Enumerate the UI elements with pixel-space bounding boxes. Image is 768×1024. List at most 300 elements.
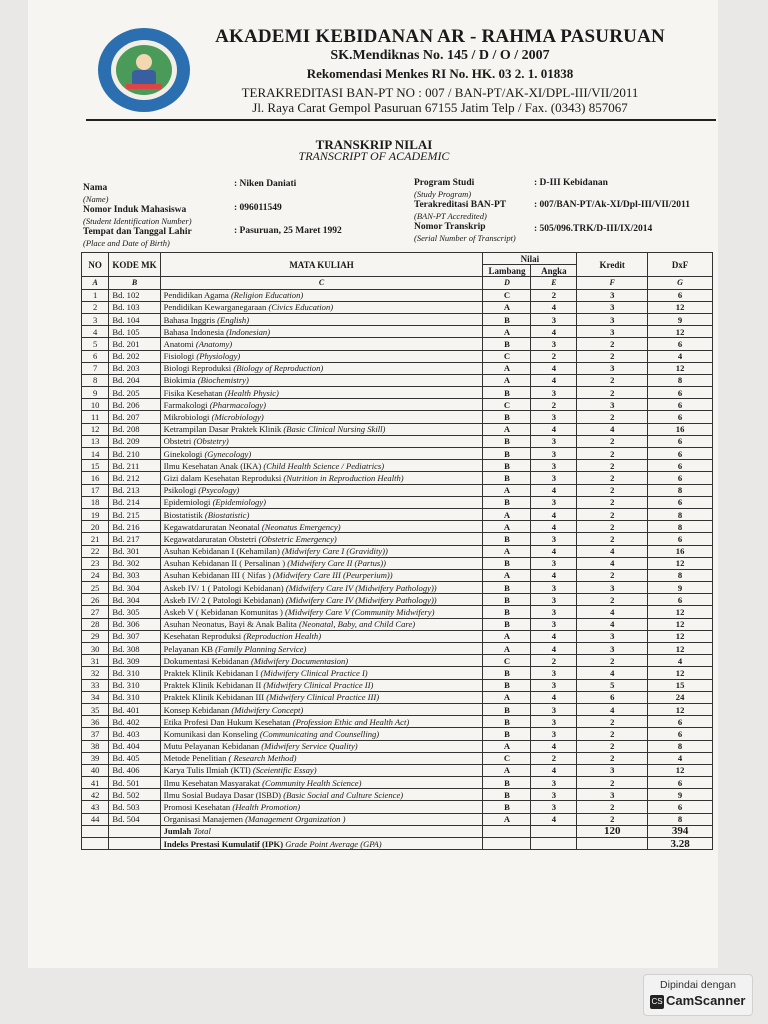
row-kode: Bd. 214 bbox=[109, 496, 160, 508]
row-mata-kuliah bbox=[160, 362, 483, 374]
course-name: Kegawatdaruratan Neonatal bbox=[163, 521, 260, 532]
row-dxf: 16 bbox=[648, 545, 713, 557]
row-mata-kuliah bbox=[160, 655, 483, 667]
row-angka: 3 bbox=[531, 448, 577, 460]
course-name: Biokimia bbox=[163, 375, 196, 386]
table-row bbox=[82, 764, 713, 776]
row-kode: Bd. 503 bbox=[109, 801, 160, 813]
row-lambang: B bbox=[483, 789, 531, 801]
course-name-en: (Basic Social and Culture Science) bbox=[283, 789, 404, 800]
row-kredit: 2 bbox=[577, 594, 648, 606]
row-dxf: 6 bbox=[648, 387, 713, 399]
course-name: Etika Profesi Dan Hukum Kesehatan bbox=[163, 716, 291, 727]
course-name-en: (Child Health Science / Pediatrics) bbox=[263, 460, 385, 471]
row-kredit: 2 bbox=[577, 813, 648, 825]
col-no: NO bbox=[82, 253, 109, 277]
institution-name: AKADEMI KEBIDANAN AR - RAHMA PASURUAN bbox=[215, 26, 665, 47]
col-lambang: Lambang bbox=[483, 265, 531, 277]
header-rule bbox=[86, 119, 716, 121]
row-mata-kuliah bbox=[160, 777, 483, 789]
nim-label: Nomor Induk Mahasiswa bbox=[83, 205, 187, 215]
row-lambang: A bbox=[483, 813, 531, 825]
row-mata-kuliah bbox=[160, 643, 483, 655]
row-kredit: 2 bbox=[577, 655, 648, 667]
row-kredit: 3 bbox=[577, 399, 648, 411]
row-dxf: 12 bbox=[648, 618, 713, 630]
course-name-en: (Nutrition in Reproduction Health) bbox=[283, 472, 404, 483]
row-angka: 3 bbox=[531, 472, 577, 484]
row-kode: Bd. 306 bbox=[109, 618, 160, 630]
row-kode: Bd. 104 bbox=[109, 313, 160, 325]
course-name: Ilmu Kesehatan Anak (IKA) bbox=[163, 460, 262, 471]
col-dxf: DxF bbox=[648, 253, 713, 277]
row-kode: Bd. 304 bbox=[109, 594, 160, 606]
prodi-label-en: (Study Program) bbox=[414, 189, 472, 199]
row-mata-kuliah bbox=[160, 813, 483, 825]
total-kredit: 120 bbox=[577, 825, 648, 837]
table-row bbox=[82, 655, 713, 667]
course-name: Anatomi bbox=[163, 338, 194, 349]
row-dxf: 12 bbox=[648, 362, 713, 374]
row-lambang: B bbox=[483, 703, 531, 715]
row-lambang: B bbox=[483, 472, 531, 484]
table-row bbox=[82, 679, 713, 691]
row-dxf: 6 bbox=[648, 594, 713, 606]
row-no: 5 bbox=[82, 338, 109, 350]
row-lambang: B bbox=[483, 387, 531, 399]
row-lambang: A bbox=[483, 569, 531, 581]
row-no: 21 bbox=[82, 533, 109, 545]
row-no: 35 bbox=[82, 703, 109, 715]
row-lambang: A bbox=[483, 362, 531, 374]
table-row bbox=[82, 399, 713, 411]
row-lambang: B bbox=[483, 606, 531, 618]
row-dxf: 6 bbox=[648, 411, 713, 423]
row-mata-kuliah bbox=[160, 594, 483, 606]
row-dxf: 6 bbox=[648, 533, 713, 545]
row-angka: 3 bbox=[531, 667, 577, 679]
row-angka: 3 bbox=[531, 801, 577, 813]
row-dxf: 12 bbox=[648, 606, 713, 618]
row-angka: 3 bbox=[531, 460, 577, 472]
row-kredit: 6 bbox=[577, 691, 648, 703]
course-name: Komunikasi dan Konseling bbox=[163, 728, 258, 739]
row-angka: 3 bbox=[531, 387, 577, 399]
row-kode: Bd. 213 bbox=[109, 484, 160, 496]
letter-d: D bbox=[483, 277, 531, 289]
course-name: Praktek Klinik Kebidanan III bbox=[163, 692, 265, 703]
row-kredit: 2 bbox=[577, 496, 648, 508]
table-row bbox=[82, 533, 713, 545]
table-row bbox=[82, 508, 713, 520]
row-no: 24 bbox=[82, 569, 109, 581]
row-angka: 4 bbox=[531, 508, 577, 520]
row-kredit: 4 bbox=[577, 606, 648, 618]
table-row bbox=[82, 545, 713, 557]
row-kredit: 2 bbox=[577, 350, 648, 362]
row-kode: Bd. 310 bbox=[109, 667, 160, 679]
row-kode: Bd. 102 bbox=[109, 289, 160, 301]
row-kode: Bd. 310 bbox=[109, 691, 160, 703]
row-dxf: 6 bbox=[648, 448, 713, 460]
table-row bbox=[82, 484, 713, 496]
row-kredit: 2 bbox=[577, 521, 648, 533]
table-row bbox=[82, 740, 713, 752]
row-angka: 4 bbox=[531, 691, 577, 703]
program-label-block bbox=[414, 178, 516, 244]
table-row bbox=[82, 630, 713, 642]
course-name: Karya Tulis Ilmiah (KTI) bbox=[163, 765, 251, 776]
camscanner-brand: CamScanner bbox=[666, 993, 746, 1008]
row-kredit: 3 bbox=[577, 289, 648, 301]
row-mata-kuliah bbox=[160, 326, 483, 338]
total-dxf: 394 bbox=[648, 825, 713, 837]
row-dxf: 4 bbox=[648, 752, 713, 764]
course-name-en: (Neonatus Emergency) bbox=[261, 521, 341, 532]
row-lambang: B bbox=[483, 728, 531, 740]
course-name-en: (Midwifery Concept) bbox=[231, 704, 304, 715]
ttl-label: Tempat dan Tanggal Lahir bbox=[83, 227, 192, 237]
row-no: 30 bbox=[82, 643, 109, 655]
row-lambang: B bbox=[483, 435, 531, 447]
row-kode: Bd. 208 bbox=[109, 423, 160, 435]
row-kredit: 3 bbox=[577, 582, 648, 594]
row-dxf: 6 bbox=[648, 435, 713, 447]
course-name: Asuhan Kebidanan I (Kehamilan) bbox=[163, 546, 280, 557]
row-no: 36 bbox=[82, 716, 109, 728]
row-kredit: 2 bbox=[577, 569, 648, 581]
table-row bbox=[82, 801, 713, 813]
course-name-en: (Biochemistry) bbox=[197, 375, 249, 386]
row-kredit: 2 bbox=[577, 801, 648, 813]
col-nilai: Nilai bbox=[483, 253, 577, 265]
row-no: 34 bbox=[82, 691, 109, 703]
row-mata-kuliah bbox=[160, 545, 483, 557]
col-kode: KODE MK bbox=[109, 253, 160, 277]
row-angka: 4 bbox=[531, 643, 577, 655]
course-name: Bahasa Indonesia bbox=[163, 326, 224, 337]
row-kode: Bd. 308 bbox=[109, 643, 160, 655]
course-name: Kegawatdaruratan Obstetri bbox=[163, 533, 257, 544]
row-kode: Bd. 215 bbox=[109, 508, 160, 520]
course-name-en: (Health Physic) bbox=[224, 387, 279, 398]
course-name: Pendidikan Agama bbox=[163, 290, 229, 301]
row-lambang: B bbox=[483, 667, 531, 679]
course-name-en: (Obstetry) bbox=[193, 436, 229, 447]
row-angka: 4 bbox=[531, 740, 577, 752]
row-mata-kuliah bbox=[160, 630, 483, 642]
akred-label: Terakreditasi BAN-PT bbox=[414, 200, 507, 210]
course-name: Ilmu Kesehatan Masyarakat bbox=[163, 777, 261, 788]
course-name: Promosi Kesehatan bbox=[163, 802, 231, 813]
row-angka: 3 bbox=[531, 777, 577, 789]
table-row bbox=[82, 423, 713, 435]
institution-logo bbox=[96, 26, 192, 114]
course-name: Asuhan Kebidanan III ( Nifas ) bbox=[163, 570, 271, 581]
row-dxf: 16 bbox=[648, 423, 713, 435]
grade-rows bbox=[82, 289, 713, 825]
course-name: Metode Penelitian bbox=[163, 753, 227, 764]
course-name: Gizi dalam Kesehatan Reproduksi bbox=[163, 472, 282, 483]
letterhead bbox=[0, 0, 768, 130]
row-kredit: 2 bbox=[577, 338, 648, 350]
row-kredit: 3 bbox=[577, 362, 648, 374]
nim-label-en: (Student Identification Number) bbox=[83, 216, 192, 226]
accreditation-line: TERAKREDITASI BAN-PT NO : 007 / BAN-PT/AK-XI/DPL-III/VII/2011 bbox=[241, 85, 639, 100]
row-no: 32 bbox=[82, 667, 109, 679]
table-row bbox=[82, 606, 713, 618]
row-no: 3 bbox=[82, 313, 109, 325]
akred-label-en: (BAN-PT Accredited) bbox=[414, 211, 487, 221]
table-row bbox=[82, 338, 713, 350]
row-kode: Bd. 402 bbox=[109, 716, 160, 728]
address-line: Jl. Raya Carat Gempol Pasuruan 67155 Jatim Telp / Fax. (0343) 857067 bbox=[252, 100, 628, 115]
row-dxf: 6 bbox=[648, 801, 713, 813]
row-dxf: 8 bbox=[648, 740, 713, 752]
row-kredit: 2 bbox=[577, 374, 648, 386]
col-kredit: Kredit bbox=[577, 253, 648, 277]
course-name-en: (Microbiology) bbox=[211, 412, 264, 423]
row-angka: 4 bbox=[531, 569, 577, 581]
row-lambang: A bbox=[483, 521, 531, 533]
row-kredit: 2 bbox=[577, 752, 648, 764]
table-row bbox=[82, 350, 713, 362]
row-lambang: B bbox=[483, 411, 531, 423]
table-row bbox=[82, 777, 713, 789]
row-angka: 4 bbox=[531, 630, 577, 642]
row-lambang: A bbox=[483, 545, 531, 557]
course-name-en: (Midwifery Clinical Practice I) bbox=[260, 667, 368, 678]
course-name-en: (Reproduction Health) bbox=[243, 631, 322, 642]
sk-number: SK.Mendiknas No. 145 / D / O / 2007 bbox=[330, 48, 550, 63]
row-no: 25 bbox=[82, 582, 109, 594]
row-mata-kuliah bbox=[160, 752, 483, 764]
col-angka: Angka bbox=[531, 265, 577, 277]
row-dxf: 6 bbox=[648, 496, 713, 508]
row-no: 10 bbox=[82, 399, 109, 411]
course-name: Ketrampilan Dasar Praktek Klinik bbox=[163, 424, 282, 435]
row-no: 42 bbox=[82, 789, 109, 801]
table-row bbox=[82, 813, 713, 825]
course-name-en: (Physiology) bbox=[196, 351, 241, 362]
row-kode: Bd. 204 bbox=[109, 374, 160, 386]
row-kode: Bd. 211 bbox=[109, 460, 160, 472]
row-mata-kuliah bbox=[160, 374, 483, 386]
table-row bbox=[82, 448, 713, 460]
row-angka: 4 bbox=[531, 301, 577, 313]
row-no: 16 bbox=[82, 472, 109, 484]
table-row bbox=[82, 728, 713, 740]
row-kode: Bd. 404 bbox=[109, 740, 160, 752]
row-mata-kuliah bbox=[160, 387, 483, 399]
letter-b: B bbox=[109, 277, 160, 289]
letter-c: C bbox=[160, 277, 483, 289]
course-name-en: (Biostatistic) bbox=[204, 509, 250, 520]
row-kredit: 3 bbox=[577, 643, 648, 655]
row-lambang: C bbox=[483, 655, 531, 667]
row-dxf: 8 bbox=[648, 374, 713, 386]
row-lambang: C bbox=[483, 289, 531, 301]
row-mata-kuliah bbox=[160, 703, 483, 715]
table-row bbox=[82, 472, 713, 484]
row-lambang: B bbox=[483, 448, 531, 460]
scanned-with-text: Dipindai dengan bbox=[660, 979, 736, 991]
row-kode: Bd. 103 bbox=[109, 301, 160, 313]
row-mata-kuliah bbox=[160, 435, 483, 447]
row-kode: Bd. 310 bbox=[109, 679, 160, 691]
row-kredit: 4 bbox=[577, 618, 648, 630]
row-mata-kuliah bbox=[160, 411, 483, 423]
table-row bbox=[82, 362, 713, 374]
name-label-block bbox=[83, 183, 192, 249]
course-name: Pendidikan Kewarganegaraan bbox=[163, 302, 267, 313]
row-mata-kuliah bbox=[160, 618, 483, 630]
row-kode: Bd. 206 bbox=[109, 399, 160, 411]
course-name-en: (Midwifery Care V (Community Midwifery) bbox=[285, 607, 435, 618]
row-dxf: 9 bbox=[648, 789, 713, 801]
row-kredit: 2 bbox=[577, 411, 648, 423]
row-angka: 2 bbox=[531, 655, 577, 667]
course-name-en: (Midwifery Service Quality) bbox=[261, 741, 358, 752]
table-row bbox=[82, 435, 713, 447]
ipk-label-en: Grade Point Average (GPA) bbox=[285, 838, 382, 849]
ipk-label-cell bbox=[160, 838, 483, 850]
row-kode: Bd. 207 bbox=[109, 411, 160, 423]
row-lambang: A bbox=[483, 764, 531, 776]
course-name-en: (Religion Education) bbox=[230, 290, 304, 301]
row-no: 26 bbox=[82, 594, 109, 606]
letter-e: E bbox=[531, 277, 577, 289]
row-no: 22 bbox=[82, 545, 109, 557]
table-row bbox=[82, 411, 713, 423]
row-angka: 4 bbox=[531, 764, 577, 776]
course-name: Kesehatan Reproduksi bbox=[163, 631, 242, 642]
row-kredit: 3 bbox=[577, 764, 648, 776]
row-dxf: 9 bbox=[648, 582, 713, 594]
row-angka: 4 bbox=[531, 423, 577, 435]
row-kode: Bd. 105 bbox=[109, 326, 160, 338]
row-angka: 3 bbox=[531, 716, 577, 728]
row-dxf: 6 bbox=[648, 289, 713, 301]
row-angka: 3 bbox=[531, 557, 577, 569]
course-name-en: (Biology of Reproduction) bbox=[233, 363, 324, 374]
row-no: 38 bbox=[82, 740, 109, 752]
row-no: 18 bbox=[82, 496, 109, 508]
row-kode: Bd. 305 bbox=[109, 606, 160, 618]
row-lambang: B bbox=[483, 716, 531, 728]
row-kode: Bd. 203 bbox=[109, 362, 160, 374]
camscanner-icon: CS bbox=[650, 995, 664, 1009]
ipk-label: Indeks Prestasi Kumulatif (IPK) bbox=[163, 838, 284, 849]
document-title: TRANSKRIP NILAI bbox=[315, 137, 433, 152]
row-dxf: 9 bbox=[648, 313, 713, 325]
table-row bbox=[82, 374, 713, 386]
row-mata-kuliah bbox=[160, 716, 483, 728]
table-row bbox=[82, 691, 713, 703]
row-kode: Bd. 212 bbox=[109, 472, 160, 484]
row-mata-kuliah bbox=[160, 472, 483, 484]
row-mata-kuliah bbox=[160, 606, 483, 618]
course-name-en: (Midwifery Clinical Practice II) bbox=[263, 680, 374, 691]
letter-f: F bbox=[577, 277, 648, 289]
row-lambang: B bbox=[483, 313, 531, 325]
table-row bbox=[82, 460, 713, 472]
row-angka: 4 bbox=[531, 484, 577, 496]
course-name-en: (Epidemiology) bbox=[212, 497, 267, 508]
row-dxf: 6 bbox=[648, 460, 713, 472]
course-name-en: (Gynecology) bbox=[204, 448, 252, 459]
transcript-number: : 505/096.TRK/D-III/IX/2014 bbox=[534, 224, 653, 234]
row-angka: 3 bbox=[531, 594, 577, 606]
table-row bbox=[82, 618, 713, 630]
row-kode: Bd. 301 bbox=[109, 545, 160, 557]
course-name-en: (Neonatal, Baby, and Child Care) bbox=[298, 619, 416, 630]
prodi-label: Program Studi bbox=[414, 178, 475, 188]
row-kode: Bd. 303 bbox=[109, 569, 160, 581]
row-no: 7 bbox=[82, 362, 109, 374]
table-row bbox=[82, 594, 713, 606]
table-row bbox=[82, 313, 713, 325]
letter-a: A bbox=[82, 277, 109, 289]
row-no: 40 bbox=[82, 764, 109, 776]
row-no: 17 bbox=[82, 484, 109, 496]
table-row bbox=[82, 667, 713, 679]
row-lambang: B bbox=[483, 777, 531, 789]
row-no: 31 bbox=[82, 655, 109, 667]
row-kredit: 4 bbox=[577, 423, 648, 435]
grades-table bbox=[81, 252, 713, 850]
row-mata-kuliah bbox=[160, 508, 483, 520]
row-kode: Bd. 504 bbox=[109, 813, 160, 825]
course-name-en: (Profession Ethic and Health Act) bbox=[292, 716, 410, 727]
row-kredit: 3 bbox=[577, 326, 648, 338]
student-nim: : 096011549 bbox=[234, 203, 282, 213]
ttl-label-en: (Place and Date of Birth) bbox=[83, 238, 170, 248]
table-row bbox=[82, 301, 713, 313]
row-dxf: 6 bbox=[648, 716, 713, 728]
row-kredit: 2 bbox=[577, 740, 648, 752]
row-no: 33 bbox=[82, 679, 109, 691]
row-angka: 4 bbox=[531, 545, 577, 557]
row-kredit: 2 bbox=[577, 460, 648, 472]
table-row bbox=[82, 326, 713, 338]
table-row bbox=[82, 289, 713, 301]
row-dxf: 12 bbox=[648, 630, 713, 642]
row-kode: Bd. 502 bbox=[109, 789, 160, 801]
row-kredit: 2 bbox=[577, 716, 648, 728]
row-no: 39 bbox=[82, 752, 109, 764]
row-lambang: A bbox=[483, 423, 531, 435]
row-lambang: B bbox=[483, 618, 531, 630]
course-name: Bahasa Inggris bbox=[163, 314, 215, 325]
course-name: Biostatistik bbox=[163, 509, 203, 520]
course-name: Mikrobiologi bbox=[163, 412, 210, 423]
row-kredit: 2 bbox=[577, 484, 648, 496]
row-dxf: 8 bbox=[648, 569, 713, 581]
row-dxf: 8 bbox=[648, 813, 713, 825]
row-lambang: B bbox=[483, 557, 531, 569]
row-kredit: 2 bbox=[577, 448, 648, 460]
row-lambang: B bbox=[483, 801, 531, 813]
row-mata-kuliah bbox=[160, 484, 483, 496]
row-dxf: 12 bbox=[648, 703, 713, 715]
row-no: 1 bbox=[82, 289, 109, 301]
row-lambang: A bbox=[483, 508, 531, 520]
row-angka: 4 bbox=[531, 374, 577, 386]
row-lambang: C bbox=[483, 752, 531, 764]
row-dxf: 12 bbox=[648, 764, 713, 776]
row-kredit: 2 bbox=[577, 387, 648, 399]
